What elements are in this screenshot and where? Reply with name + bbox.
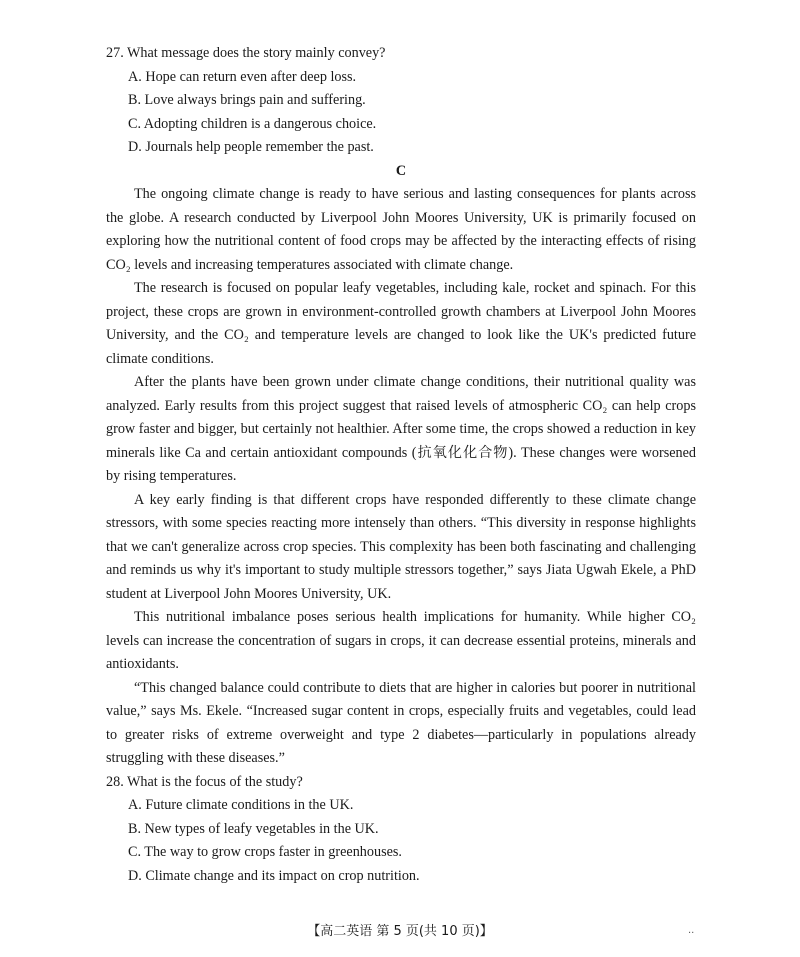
question-27-option-b: B. Love always brings pain and suffering.: [128, 92, 366, 108]
question-27-stem: 27. What message does the story mainly convey?: [106, 45, 386, 61]
passage-paragraph-1: The ongoing climate change is ready to have serious and lasting consequences for plants across the globe. A research conducted by Liverpool John Moores University, UK is primarily focused on exploring how the nutritional content of food crops may be affected by the interacting effects of rising CO₂ levels and increasing temperatures associated with climate change.: [106, 186, 696, 273]
question-27-option-a: A. Hope can return even after deep loss.: [128, 68, 357, 85]
exam-page: [106, 42, 696, 888]
question-28-option-b: B. New types of leafy vegetables in the UK.: [128, 820, 379, 837]
passage-paragraph-6: “This changed balance could contribute to diets that are higher in calories but poorer in nutritional value,” says Ms. Ekele. “Increased sugar content in crops, especially fruits and vegetables, could lead to greater risks of extreme overweight and type 2 diabetes—particularly in populations already struggling with these diseases.”: [106, 679, 696, 766]
passage-paragraph-4: A key early finding is that different crops have responded differently to these climate change stressors, with some species reacting more intensely than others. “This diversity in response highlights that we can't generalize across crop species. This complexity has been both fascinating and challenging and reminds us why it's important to study multiple stressors together,” says Jiata Ugwah Ekele, a PhD student at Liverpool John Moores University, UK.: [106, 491, 696, 602]
page-footer: 【高二英语 第 5 页(共 10 页)】: [307, 924, 493, 939]
question-27-option-c: C. Adopting children is a dangerous choice.: [128, 115, 377, 132]
passage-paragraph-5: This nutritional imbalance poses serious health implications for humanity. While higher CO₂ levels can increase the concentration of sugars in crops, it can decrease essential proteins, minerals and antioxidants.: [106, 609, 696, 672]
question-28-option-c: C. The way to grow crops faster in greenhouses.: [128, 844, 402, 860]
passage-paragraph-3: After the plants have been grown under climate change conditions, their nutritional quality was analyzed. Early results from this project suggest that raised levels of atmospheric CO₂ can help crops grow faster and bigger, but certainly not healthier. After some time, the crops showed a reduction in key minerals like Ca and certain antioxidant compounds (抗氧化化合物). These changes were worsened by rising temperatures.: [106, 374, 696, 484]
passage-paragraph-2: The research is focused on popular leafy vegetables, including kale, rocket and spinach. For this project, these crops are grown in environment-controlled growth chambers at Liverpool John Moores University, and the CO₂ and temperature levels are changed to look like the UK's predicted future climate conditions.: [106, 280, 696, 367]
question-28-option-a: A. Future climate conditions in the UK.: [128, 797, 354, 813]
section-heading: C: [395, 162, 407, 179]
question-27-option-d: D. Journals help people remember the past.: [128, 139, 374, 155]
corner-mark: ··: [688, 928, 695, 939]
question-28-option-d: D. Climate change and its impact on crop nutrition.: [128, 867, 420, 884]
question-28-stem: 28. What is the focus of the study?: [106, 773, 303, 790]
